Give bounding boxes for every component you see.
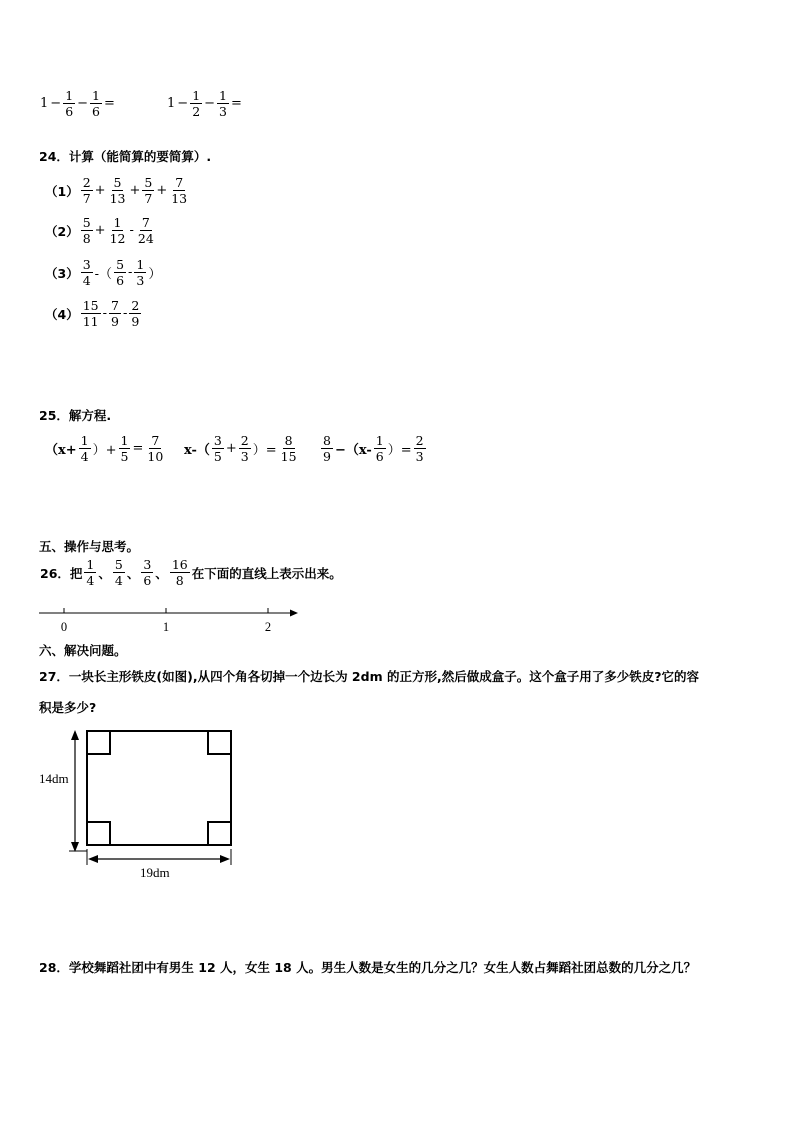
- metal-sheet-rect: [87, 731, 231, 845]
- operator: −: [50, 96, 62, 111]
- fraction: $\frac{2}{3}$: [240, 433, 249, 464]
- q27-diagram: [36, 725, 246, 885]
- fraction: $\frac{3}{6}$: [143, 557, 152, 588]
- fraction: $\frac{1}{6}$: [92, 88, 100, 119]
- q24-title: 24．计算（能简算的要简算）.: [39, 149, 212, 164]
- q27-line-1: 27．一块长主形铁皮(如图),从四个角各切掉一个边长为 2dm 的正方形,然后做成盒子。这个盒子用了多少铁皮?它的容: [39, 669, 699, 684]
- fraction: $\frac{7}{9}$: [111, 298, 119, 329]
- equals-sign: =: [231, 96, 242, 111]
- tick-label-2: 2: [264, 620, 272, 634]
- q24-item-2: [44, 215, 157, 246]
- arrow-head-icon: [290, 610, 298, 617]
- operator: ）+: [92, 443, 117, 458]
- arrow-left-icon: [88, 855, 98, 863]
- item-label: （4）: [45, 306, 79, 322]
- item-label: （3）: [45, 265, 79, 281]
- operator: -（: [94, 267, 113, 282]
- separator: 、: [155, 565, 168, 581]
- corner-square-tl: [87, 731, 110, 754]
- operator: ）: [148, 267, 162, 282]
- operator: =: [132, 441, 144, 456]
- fraction: $\frac{5}{6}$: [116, 257, 125, 288]
- height-label: 14dm: [39, 771, 69, 786]
- q24-item-1: [44, 175, 190, 206]
- number: 1: [40, 96, 49, 111]
- q27-line-2: 积是多少?: [39, 700, 97, 715]
- number-line: [36, 604, 306, 634]
- fraction: $\frac{1}{2}$: [192, 88, 201, 119]
- q25-equation-2: [183, 433, 300, 464]
- operator: −: [204, 96, 216, 111]
- tick-label-1: 1: [162, 620, 170, 634]
- operator: −: [177, 96, 189, 111]
- fraction: $\frac{5}{7}$: [144, 175, 153, 206]
- operator: -: [128, 265, 133, 280]
- fraction: $\frac{16}{8}$: [171, 557, 188, 588]
- fraction: $\frac{8}{15}$: [280, 433, 297, 464]
- fraction: $\frac{8}{9}$: [323, 433, 331, 464]
- item-label: （2）: [45, 223, 79, 239]
- fraction: $\frac{1}{4}$: [86, 557, 95, 588]
- operator: −（x-: [334, 443, 372, 458]
- fraction: $\frac{5}{13}$: [109, 175, 126, 206]
- operator: +: [94, 183, 106, 198]
- operator: ）=: [252, 443, 277, 458]
- operator: -: [129, 223, 134, 238]
- fraction: $\frac{1}{5}$: [120, 433, 129, 464]
- q24-item-3: [44, 257, 162, 288]
- top-expression-right: [166, 88, 243, 119]
- arrow-up-icon: [71, 730, 79, 740]
- operator: +: [225, 441, 237, 456]
- fraction: $\frac{1}{6}$: [65, 88, 74, 119]
- operator: x-（: [184, 443, 210, 458]
- operator: +: [129, 183, 141, 198]
- q26-suffix: 在下面的直线上表示出来。: [191, 565, 342, 581]
- section-6-title: 六、解决问题。: [39, 643, 127, 658]
- fraction: $\frac{1}{12}$: [109, 215, 126, 246]
- separator: 、: [98, 565, 111, 581]
- fraction: $\frac{1}{6}$: [375, 433, 384, 464]
- fraction: $\frac{5}{8}$: [82, 215, 91, 246]
- fraction: $\frac{2}{7}$: [82, 175, 91, 206]
- operator: −: [77, 96, 89, 111]
- fraction: $\frac{1}{3}$: [136, 257, 145, 288]
- operator: -: [102, 306, 108, 321]
- fraction: $\frac{5}{4}$: [114, 557, 123, 588]
- equals-sign: =: [104, 96, 115, 111]
- q25-equation-3: [320, 433, 427, 464]
- item-label: （1）: [45, 183, 79, 199]
- fraction: $\frac{15}{11}$: [82, 298, 99, 329]
- fraction: $\frac{1}{4}$: [80, 433, 89, 464]
- q25-equation-1: [44, 433, 166, 464]
- corner-square-bl: [87, 822, 110, 845]
- fraction: $\frac{2}{9}$: [131, 298, 140, 329]
- operator: +: [94, 223, 106, 238]
- q26-prefix: 26．把: [40, 565, 83, 581]
- tick-label-0: 0: [60, 620, 68, 634]
- fraction: $\frac{7}{24}$: [137, 215, 154, 246]
- arrow-right-icon: [220, 855, 230, 863]
- corner-square-tr: [208, 731, 231, 754]
- q26-prompt: [39, 557, 343, 588]
- operator: +: [156, 183, 168, 198]
- fraction: $\frac{1}{3}$: [219, 88, 227, 119]
- fraction: $\frac{3}{4}$: [82, 257, 91, 288]
- width-label: 19dm: [140, 865, 170, 880]
- operator: -: [122, 306, 128, 321]
- separator: 、: [126, 565, 140, 581]
- operator: （x+: [45, 443, 77, 458]
- q25-title: 25．解方程.: [39, 408, 112, 423]
- fraction: $\frac{3}{5}$: [213, 433, 222, 464]
- top-expression-left: [39, 88, 116, 119]
- fraction: $\frac{7}{10}$: [147, 433, 164, 464]
- q24-item-4: [44, 298, 142, 329]
- number: 1: [167, 96, 176, 111]
- operator: ）=: [387, 443, 412, 458]
- fraction: $\frac{7}{13}$: [171, 175, 188, 206]
- section-5-title: 五、操作与思考。: [39, 539, 140, 554]
- corner-square-br: [208, 822, 231, 845]
- fraction: $\frac{2}{3}$: [415, 433, 424, 464]
- q28-text: 28．学校舞蹈社团中有男生 12 人，女生 18 人。男生人数是女生的几分之几？女生人数占舞蹈社团总数的几分之几？: [39, 960, 697, 975]
